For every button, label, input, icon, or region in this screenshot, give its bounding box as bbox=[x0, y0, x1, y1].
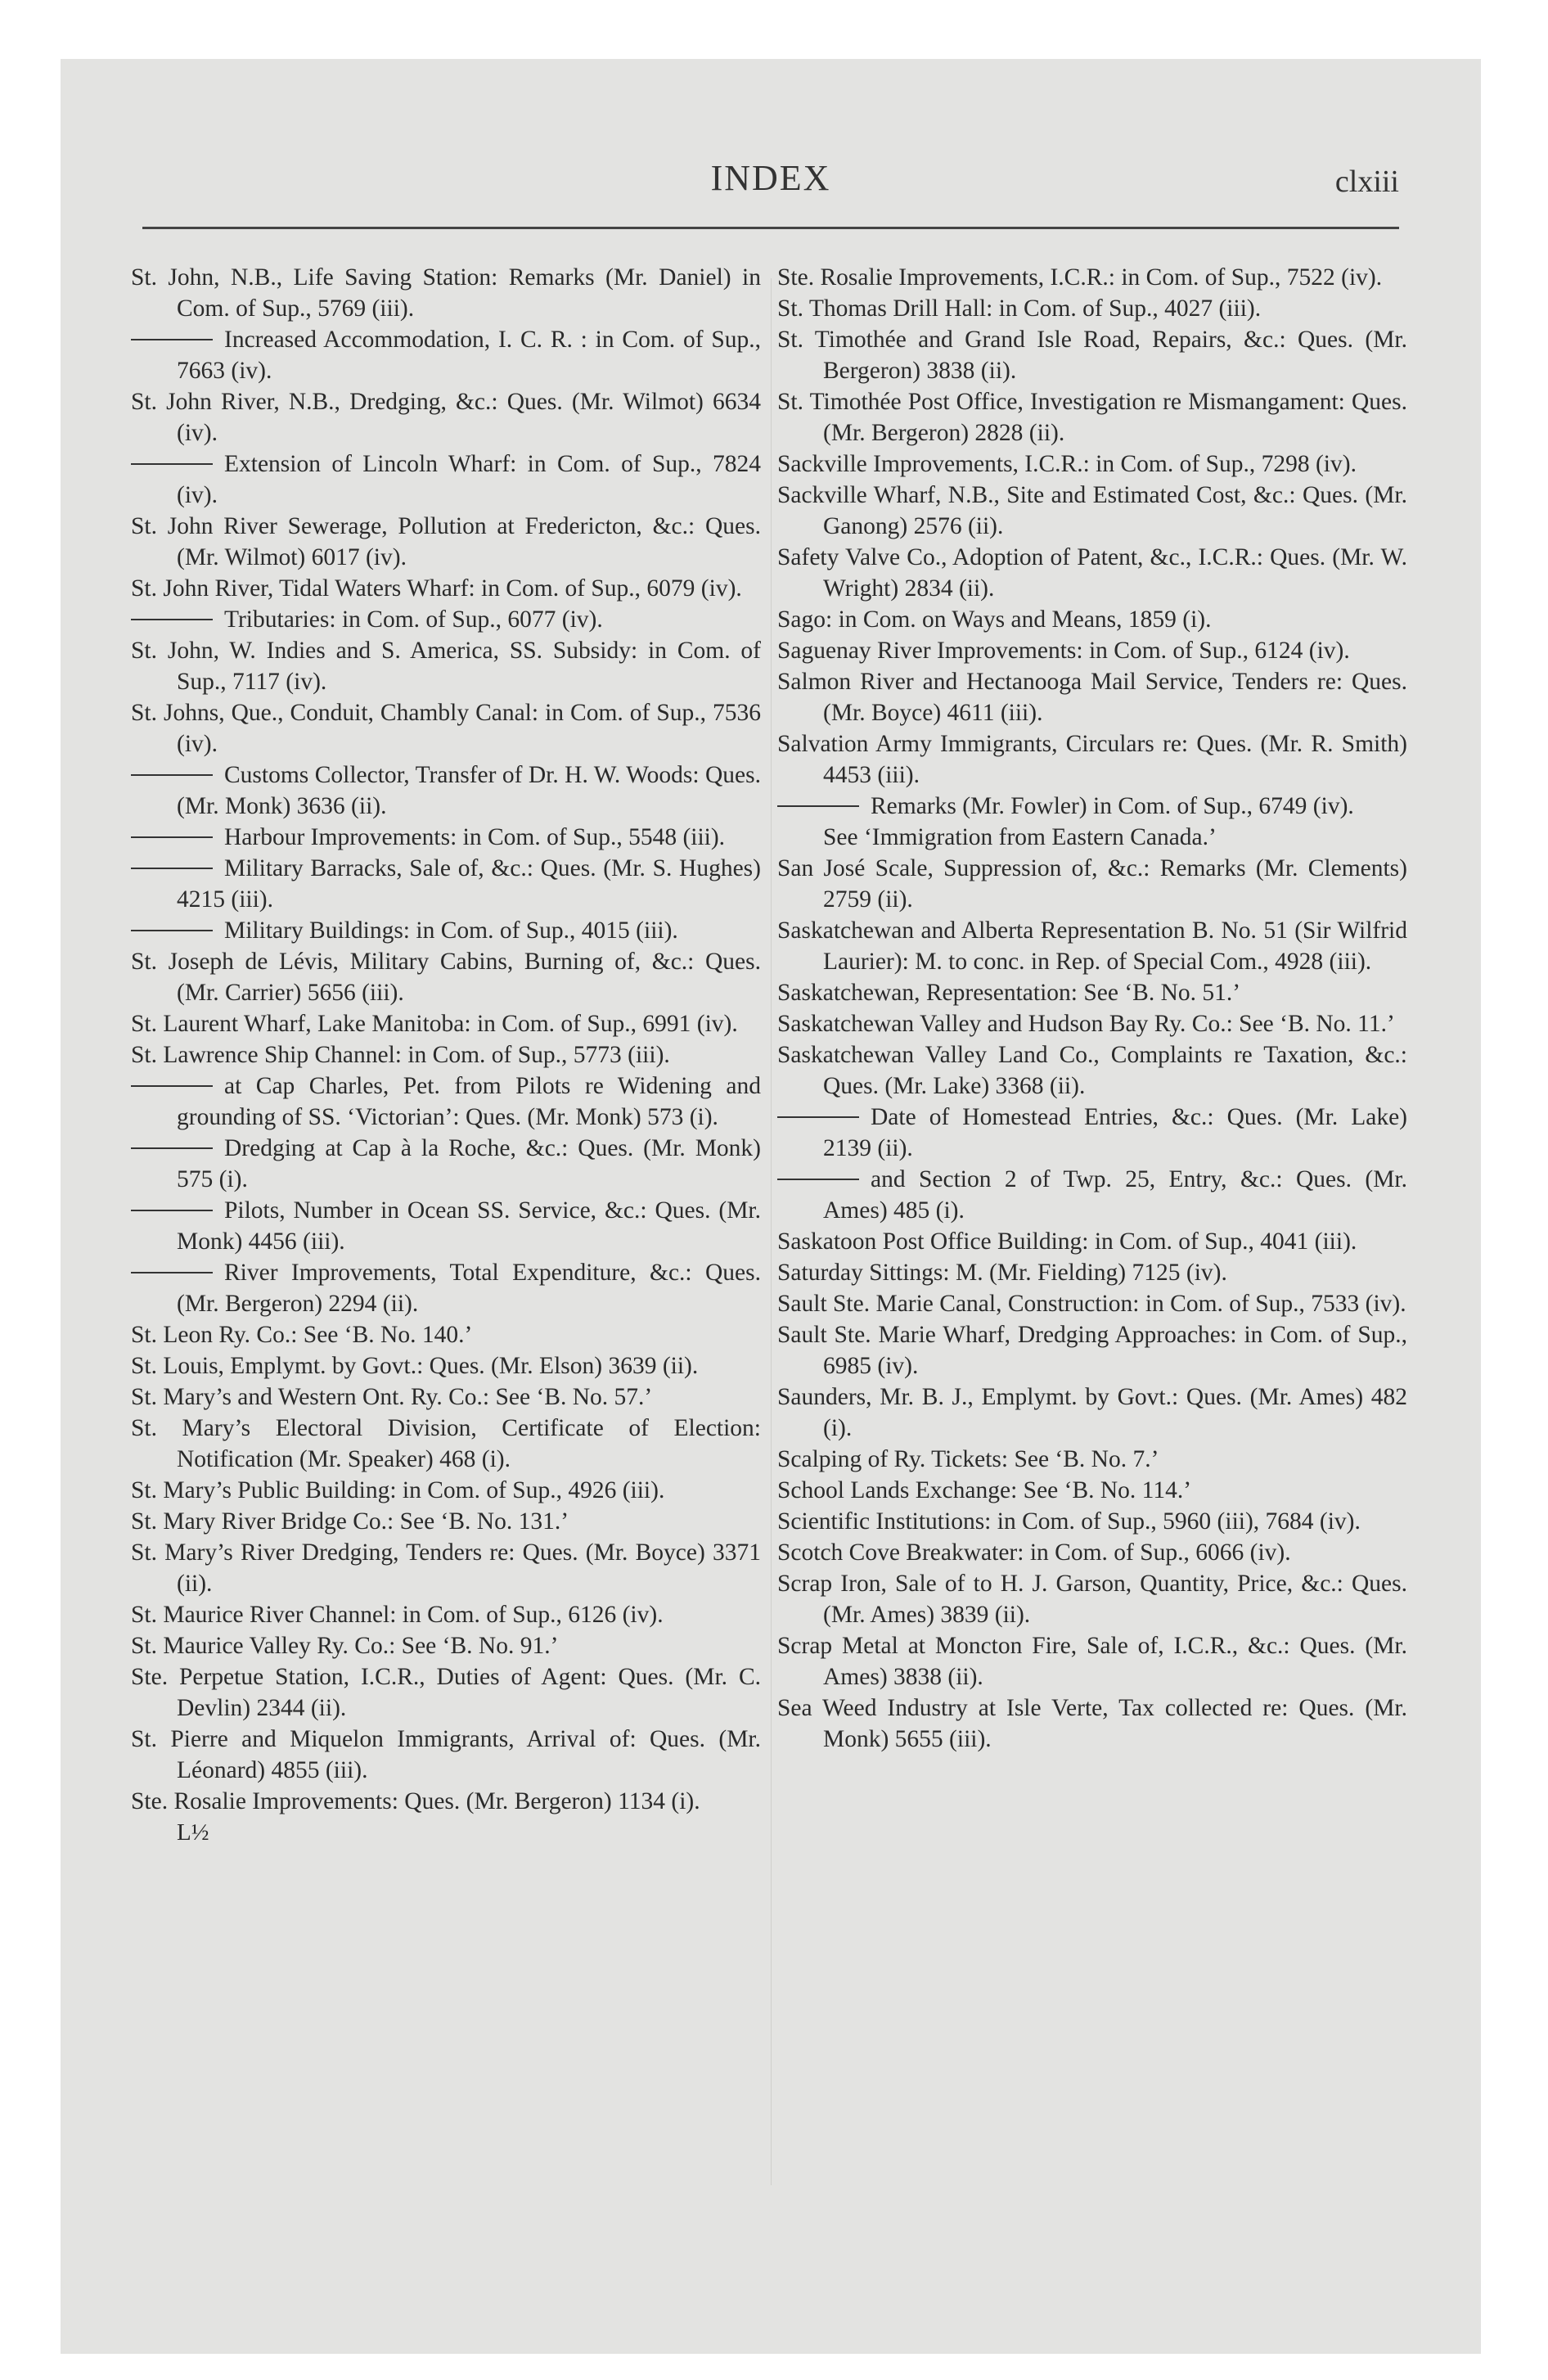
index-entry bbox=[131, 946, 761, 1008]
index-entry-text: Saskatchewan and Alberta Representation B. No. 51 (Sir Wilfrid Laurier): M. to conc. in Rep. of Special Com., 4928 (iii). bbox=[777, 917, 1407, 975]
index-entry-text: St. Pierre and Miquelon Immigrants, Arrival of: Ques. (Mr. Léonard) 4855 (iii). bbox=[131, 1726, 761, 1783]
index-entry-text: Saunders, Mr. B. J., Emplymt. by Govt.: Ques. (Mr. Ames) 482 (i). bbox=[777, 1384, 1407, 1441]
index-entry-text: St. John, W. Indies and S. America, SS. Subsidy: in Com. of Sup., 7117 (iv). bbox=[131, 638, 761, 695]
index-entry bbox=[777, 542, 1407, 604]
index-entry-text: St. Maurice Valley Ry. Co.: See ‘B. No. 91.’ bbox=[131, 1633, 559, 1659]
index-entry-text: Sault Ste. Marie Wharf, Dredging Approaches: in Com. of Sup., 6985 (iv). bbox=[777, 1322, 1407, 1379]
ditto-dash bbox=[131, 930, 213, 931]
index-entry-text: River Improvements, Total Expenditure, &c.: Ques. (Mr. Bergeron) 2294 (ii). bbox=[177, 1260, 761, 1317]
index-entry-text: St. Timothée and Grand Isle Road, Repairs, &c.: Ques. (Mr. Bergeron) 3838 (ii). bbox=[777, 327, 1407, 384]
index-entry-text: Sea Weed Industry at Isle Verte, Tax collected re: Ques. (Mr. Monk) 5655 (iii). bbox=[777, 1695, 1407, 1752]
index-entry-text: Dredging at Cap à la Roche, &c.: Ques. (Mr. Monk) 575 (i). bbox=[177, 1135, 761, 1192]
index-entry-text: Saskatchewan Valley and Hudson Bay Ry. Co.: See ‘B. No. 11.’ bbox=[777, 1011, 1395, 1037]
index-entry bbox=[777, 480, 1407, 542]
index-entry-text: Saturday Sittings: M. (Mr. Fielding) 7125 (iv). bbox=[777, 1260, 1227, 1286]
index-entry bbox=[777, 1444, 1407, 1475]
index-entry bbox=[777, 1319, 1407, 1382]
index-entry bbox=[777, 853, 1407, 915]
index-entry-text: Tributaries: in Com. of Sup., 6077 (iv). bbox=[224, 606, 603, 633]
index-entry bbox=[777, 1475, 1407, 1506]
index-entry bbox=[131, 1257, 761, 1319]
index-entry bbox=[131, 853, 761, 915]
index-entry-text: Safety Valve Co., Adoption of Patent, &c., I.C.R.: Ques. (Mr. W. Wright) 2834 (ii). bbox=[777, 544, 1407, 602]
ditto-dash bbox=[777, 1179, 859, 1180]
index-entry-text: St. Mary River Bridge Co.: See ‘B. No. 131.’ bbox=[131, 1508, 569, 1535]
index-entry bbox=[131, 1724, 761, 1786]
left-column bbox=[131, 262, 761, 1848]
index-entry-text: Military Buildings: in Com. of Sup., 4015 (iii). bbox=[224, 917, 678, 944]
index-entry bbox=[131, 1475, 761, 1506]
index-entry bbox=[777, 1568, 1407, 1630]
index-entry-text: St. Mary’s Electoral Division, Certificate of Election: Notification (Mr. Speaker) 468 (i). bbox=[131, 1415, 761, 1472]
index-entry bbox=[131, 1039, 761, 1071]
index-entry-text: Ste. Rosalie Improvements: Ques. (Mr. Bergeron) 1134 (i). bbox=[131, 1788, 700, 1814]
index-entry-text: St. Timothée Post Office, Investigation re Mismangament: Ques. (Mr. Bergeron) 2828 (ii). bbox=[777, 389, 1407, 446]
index-entry bbox=[777, 1008, 1407, 1039]
index-entry-text: Increased Accommodation, I. C. R. : in Com. of Sup., 7663 (iv). bbox=[177, 327, 761, 384]
index-entry bbox=[131, 1599, 761, 1630]
index-entry-text: School Lands Exchange: See ‘B. No. 114.’ bbox=[777, 1477, 1192, 1503]
index-entry-text: Saguenay River Improvements: in Com. of Sup., 6124 (iv). bbox=[777, 638, 1350, 664]
index-entry bbox=[131, 449, 761, 511]
index-entry-text: Date of Homestead Entries, &c.: Ques. (Mr. Lake) 2139 (ii). bbox=[823, 1104, 1407, 1161]
index-entry-text: Military Barracks, Sale of, &c.: Ques. (Mr. S. Hughes) 4215 (iii). bbox=[177, 855, 761, 913]
index-entry bbox=[777, 1039, 1407, 1102]
index-entry bbox=[777, 1506, 1407, 1537]
index-entry-text: St. Joseph de Lévis, Military Cabins, Burning of, &c.: Ques. (Mr. Carrier) 5656 (iii). bbox=[131, 949, 761, 1006]
index-entry bbox=[131, 1195, 761, 1257]
ditto-dash bbox=[131, 774, 213, 776]
index-entry-text: St. Thomas Drill Hall: in Com. of Sup., 4027 (iii). bbox=[777, 295, 1262, 322]
index-entry-text: St. Mary’s and Western Ont. Ry. Co.: See ‘B. No. 57.’ bbox=[131, 1384, 653, 1410]
index-entry-text: St. Mary’s Public Building: in Com. of Sup., 4926 (iii). bbox=[131, 1477, 665, 1503]
ditto-dash bbox=[131, 868, 213, 869]
index-entry-text: Saskatchewan Valley Land Co., Complaints re Taxation, &c.: Ques. (Mr. Lake) 3368 (ii). bbox=[777, 1042, 1407, 1099]
index-entry bbox=[131, 915, 761, 946]
index-entry bbox=[777, 635, 1407, 666]
index-entry bbox=[131, 697, 761, 760]
index-entry bbox=[777, 1226, 1407, 1257]
index-entry-text: Sago: in Com. on Ways and Means, 1859 (i). bbox=[777, 606, 1212, 633]
index-entry-text: St. Maurice River Channel: in Com. of Sup., 6126 (iv). bbox=[131, 1602, 664, 1628]
index-entry bbox=[131, 1133, 761, 1195]
index-entry bbox=[131, 1786, 761, 1817]
index-entry-text: Saskatchewan, Representation: See ‘B. No. 51.’ bbox=[777, 980, 1241, 1006]
index-entry-text: Salmon River and Hectanooga Mail Service, Tenders re: Ques. (Mr. Boyce) 4611 (iii). bbox=[777, 669, 1407, 726]
page-header bbox=[61, 157, 1481, 214]
index-entry bbox=[777, 915, 1407, 977]
ditto-dash bbox=[777, 805, 859, 807]
index-entry bbox=[777, 324, 1407, 386]
index-entry-text: St. Johns, Que., Conduit, Chambly Canal: in Com. of Sup., 7536 (iv). bbox=[131, 700, 761, 757]
index-entry-text: Scrap Metal at Moncton Fire, Sale of, I.C.R., &c.: Ques. (Mr. Ames) 3838 (ii). bbox=[777, 1633, 1407, 1690]
index-entry-text: Scientific Institutions: in Com. of Sup., 5960 (iii), 7684 (iv). bbox=[777, 1508, 1361, 1535]
index-entry bbox=[131, 1319, 761, 1350]
page-number: clxiii bbox=[1334, 165, 1399, 199]
index-entry-text: Scotch Cove Breakwater: in Com. of Sup., 6066 (iv). bbox=[777, 1539, 1291, 1566]
index-entry bbox=[777, 1164, 1407, 1226]
header-rule bbox=[142, 227, 1399, 229]
index-entry bbox=[777, 262, 1407, 293]
index-entry-text: Scrap Iron, Sale of to H. J. Garson, Quantity, Price, &c.: Ques. (Mr. Ames) 3839 (ii). bbox=[777, 1571, 1407, 1628]
index-entry bbox=[777, 293, 1407, 324]
ditto-dash bbox=[131, 463, 213, 465]
index-entry-text: St. Lawrence Ship Channel: in Com. of Sup., 5773 (iii). bbox=[131, 1042, 670, 1068]
index-entry bbox=[131, 573, 761, 604]
index-entry bbox=[131, 635, 761, 697]
index-entry-text: Ste. Perpetue Station, I.C.R., Duties of Agent: Ques. (Mr. C. Devlin) 2344 (ii). bbox=[131, 1664, 761, 1721]
index-entry-text: Customs Collector, Transfer of Dr. H. W. Woods: Ques. (Mr. Monk) 3636 (ii). bbox=[177, 762, 761, 819]
ditto-dash bbox=[131, 619, 213, 620]
index-entry-text: Sault Ste. Marie Canal, Construction: in Com. of Sup., 7533 (iv). bbox=[777, 1291, 1406, 1317]
ditto-dash bbox=[131, 836, 213, 838]
index-entry-text: at Cap Charles, Pet. from Pilots re Widening and grounding of SS. ‘Victorian’: Ques. (Mr. Monk) 573 (i). bbox=[177, 1073, 761, 1130]
index-entry-text: Scalping of Ry. Tickets: See ‘B. No. 7.’ bbox=[777, 1446, 1159, 1472]
index-entry bbox=[777, 822, 1407, 853]
index-entry bbox=[131, 1071, 761, 1133]
index-entry-text: St. John River, N.B., Dredging, &c.: Ques. (Mr. Wilmot) 6634 (iv). bbox=[131, 389, 761, 446]
index-entry-text: Remarks (Mr. Fowler) in Com. of Sup., 6749 (iv). bbox=[871, 793, 1354, 819]
index-entry bbox=[777, 1102, 1407, 1164]
index-entry bbox=[131, 1537, 761, 1599]
page-title: INDEX bbox=[710, 158, 831, 198]
index-entry-text: St. Mary’s River Dredging, Tenders re: Ques. (Mr. Boyce) 3371 (ii). bbox=[131, 1539, 761, 1597]
index-entry-text: See ‘Immigration from Eastern Canada.’ bbox=[823, 824, 1217, 850]
index-entry-text: St. John River Sewerage, Pollution at Fredericton, &c.: Ques. (Mr. Wilmot) 6017 (iv). bbox=[131, 513, 761, 570]
index-entry bbox=[777, 386, 1407, 449]
index-entry bbox=[777, 449, 1407, 480]
index-entry bbox=[131, 324, 761, 386]
index-page bbox=[61, 59, 1481, 2354]
index-entry bbox=[777, 791, 1407, 822]
ditto-dash bbox=[131, 1147, 213, 1149]
index-entry-text: Saskatoon Post Office Building: in Com. of Sup., 4041 (iii). bbox=[777, 1228, 1357, 1255]
right-column bbox=[777, 262, 1407, 1755]
index-entry bbox=[777, 666, 1407, 728]
index-entry bbox=[131, 1661, 761, 1724]
ditto-dash bbox=[131, 1085, 213, 1087]
index-entry-text: Extension of Lincoln Wharf: in Com. of Sup., 7824 (iv). bbox=[177, 451, 761, 508]
index-entry bbox=[777, 977, 1407, 1008]
index-entry-text: St. Louis, Emplymt. by Govt.: Ques. (Mr. Elson) 3639 (ii). bbox=[131, 1353, 699, 1379]
index-entry bbox=[131, 1382, 761, 1413]
index-entry-text: San José Scale, Suppression of, &c.: Remarks (Mr. Clements) 2759 (ii). bbox=[777, 855, 1407, 913]
index-entry bbox=[131, 1008, 761, 1039]
index-entry-text: St. John, N.B., Life Saving Station: Remarks (Mr. Daniel) in Com. of Sup., 5769 (iii). bbox=[131, 264, 761, 322]
index-entry bbox=[131, 760, 761, 822]
index-entry-text: Ste. Rosalie Improvements, I.C.R.: in Com. of Sup., 7522 (iv). bbox=[777, 264, 1383, 291]
ditto-dash bbox=[131, 1272, 213, 1273]
index-entry bbox=[777, 1537, 1407, 1568]
index-entry-text: and Section 2 of Twp. 25, Entry, &c.: Ques. (Mr. Ames) 485 (i). bbox=[823, 1166, 1407, 1224]
index-entry bbox=[131, 1506, 761, 1537]
index-entry-text: Salvation Army Immigrants, Circulars re: Ques. (Mr. R. Smith) 4453 (iii). bbox=[777, 731, 1407, 788]
index-entry bbox=[777, 1382, 1407, 1444]
index-entry bbox=[131, 822, 761, 853]
signature-mark: L½ bbox=[177, 1819, 209, 1846]
column-divider bbox=[771, 278, 772, 2185]
index-entry bbox=[131, 386, 761, 449]
index-entry bbox=[131, 511, 761, 573]
index-entry-text: Sackville Wharf, N.B., Site and Estimated Cost, &c.: Ques. (Mr. Ganong) 2576 (ii). bbox=[777, 482, 1407, 539]
index-entry bbox=[777, 728, 1407, 791]
index-entry bbox=[777, 604, 1407, 635]
index-entry bbox=[777, 1630, 1407, 1693]
index-entry-text: St. Laurent Wharf, Lake Manitoba: in Com. of Sup., 6991 (iv). bbox=[131, 1011, 738, 1037]
index-entry-text: Pilots, Number in Ocean SS. Service, &c.: Ques. (Mr. Monk) 4456 (iii). bbox=[177, 1197, 761, 1255]
ditto-dash bbox=[131, 1210, 213, 1211]
index-entry bbox=[131, 1413, 761, 1475]
index-entry-text: St. John River, Tidal Waters Wharf: in Com. of Sup., 6079 (iv). bbox=[131, 575, 742, 602]
index-entry-text: Harbour Improvements: in Com. of Sup., 5548 (iii). bbox=[224, 824, 726, 850]
ditto-dash bbox=[131, 339, 213, 340]
index-entry bbox=[777, 1288, 1407, 1319]
index-entry bbox=[777, 1693, 1407, 1755]
index-entry bbox=[131, 262, 761, 324]
index-entry bbox=[131, 604, 761, 635]
index-entry-text: St. Leon Ry. Co.: See ‘B. No. 140.’ bbox=[131, 1322, 473, 1348]
index-entry bbox=[131, 1350, 761, 1382]
ditto-dash bbox=[777, 1116, 859, 1118]
index-entry bbox=[131, 1630, 761, 1661]
index-entry-text: Sackville Improvements, I.C.R.: in Com. of Sup., 7298 (iv). bbox=[777, 451, 1357, 477]
index-entry bbox=[777, 1257, 1407, 1288]
